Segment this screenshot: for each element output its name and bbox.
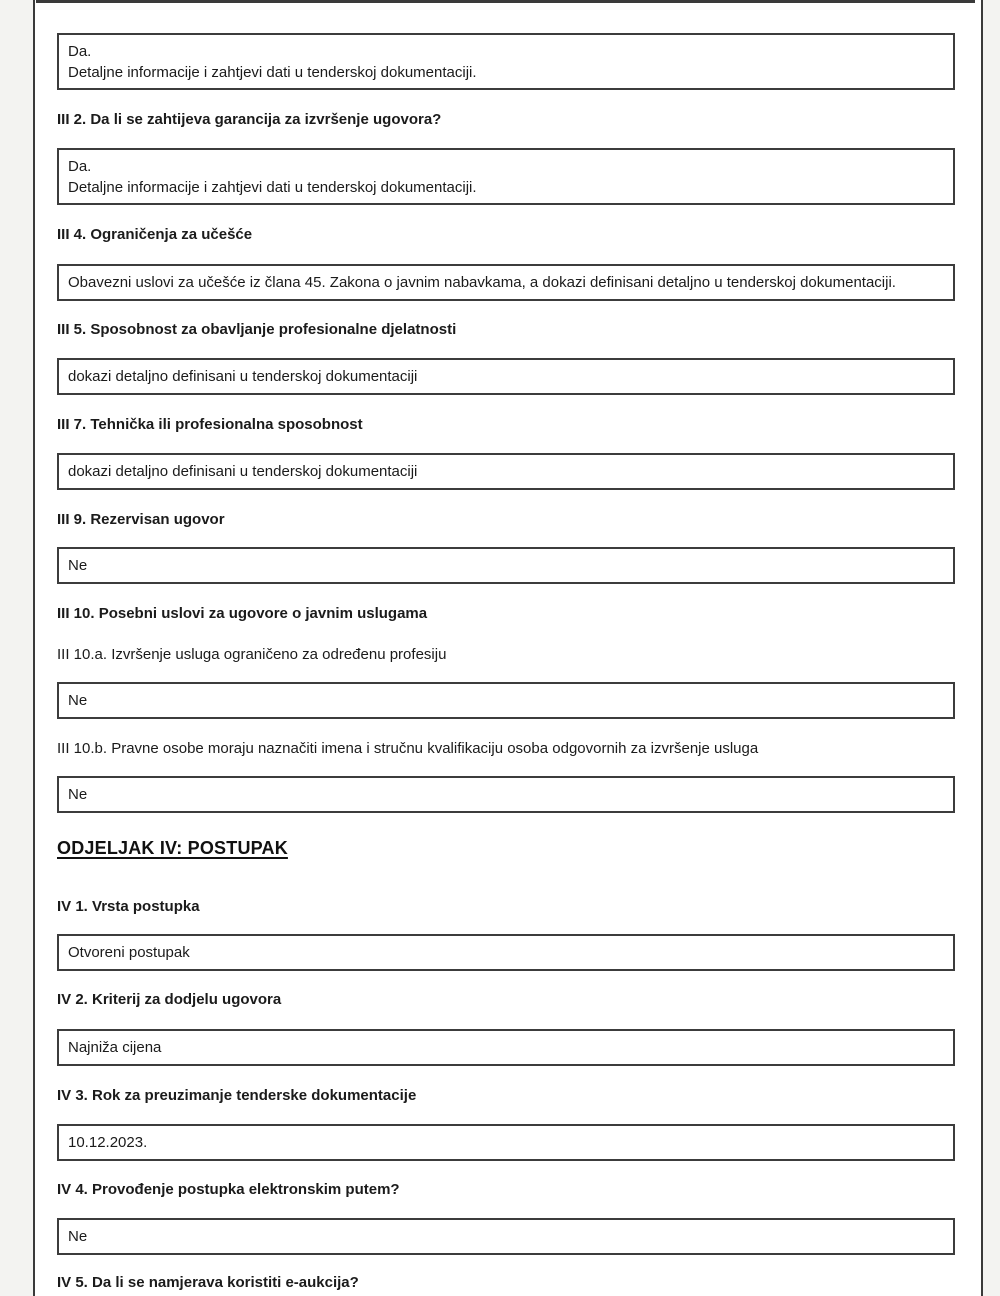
answer-line: Obavezni uslovi za učešće iz člana 45. Zakona o javnim nabavkama, a dokazi definisani detaljno u tenderskoj dokumentaciji. [68, 274, 896, 291]
answer-line: dokazi detaljno definisani u tenderskoj dokumentaciji [68, 368, 418, 385]
page-left-margin [0, 0, 33, 1296]
question-heading: IV 2. Kriterij za dodjelu ugovora [57, 991, 282, 1008]
page-right-border [981, 0, 983, 1296]
answer-line: Detaljne informacije i zahtjevi dati u tenderskoj dokumentaciji. [68, 178, 477, 196]
answer-line: 10.12.2023. [68, 1134, 148, 1151]
answer-line: dokazi detaljno definisani u tenderskoj dokumentaciji [68, 463, 418, 480]
answer-line: Ne [68, 1228, 88, 1245]
answer-box [57, 358, 955, 395]
answer-box [57, 682, 955, 719]
answer-box [57, 33, 955, 90]
answer-line: Ne [68, 692, 88, 709]
question-heading: III 5. Sposobnost za obavljanje profesionalne djelatnosti [57, 321, 457, 338]
answer-line: Otvoreni postupak [68, 944, 190, 961]
answer-box [57, 1218, 955, 1255]
answer-line: Najniža cijena [68, 1039, 162, 1056]
answer-line: Ne [68, 786, 88, 803]
question-heading: III 2. Da li se zahtijeva garancija za izvršenje ugovora? [57, 111, 442, 128]
answer-box [57, 1029, 955, 1066]
answer-box [57, 547, 955, 584]
question-heading: IV 3. Rok za preuzimanje tenderske dokumentacije [57, 1087, 417, 1104]
answer-box [57, 934, 955, 971]
answer-box [57, 1124, 955, 1161]
document-content [57, 0, 955, 1290]
question-heading: III 9. Rezervisan ugovor [57, 511, 225, 528]
answer-box [57, 148, 955, 205]
question-heading: III 4. Ograničenja za učešće [57, 226, 253, 243]
answer-line: Ne [68, 557, 88, 574]
question-heading: III 10. Posebni uslovi za ugovore o javnim uslugama [57, 605, 428, 622]
sub-question-heading: III 10.a. Izvršenje usluga ograničeno za određenu profesiju [57, 646, 447, 663]
question-heading: III 7. Tehnička ili profesionalna sposobnost [57, 416, 363, 433]
question-heading: IV 4. Provođenje postupka elektronskim putem? [57, 1181, 400, 1198]
sub-question-heading: III 10.b. Pravne osobe moraju naznačiti imena i stručnu kvalifikaciju osoba odgovornih za izvršenje usluga [57, 740, 759, 757]
answer-box [57, 264, 955, 301]
question-heading: IV 5. Da li se namjerava koristiti e-aukcija? [57, 1274, 359, 1291]
page-right-margin [983, 0, 1000, 1296]
answer-line: Da. [68, 42, 92, 60]
answer-box [57, 776, 955, 813]
answer-box [57, 453, 955, 490]
section-heading: ODJELJAK IV: POSTUPAK [57, 838, 288, 858]
answer-line: Detaljne informacije i zahtjevi dati u tenderskoj dokumentaciji. [68, 63, 477, 81]
question-heading: IV 1. Vrsta postupka [57, 898, 200, 915]
page-left-border [33, 0, 35, 1296]
answer-line: Da. [68, 157, 92, 175]
